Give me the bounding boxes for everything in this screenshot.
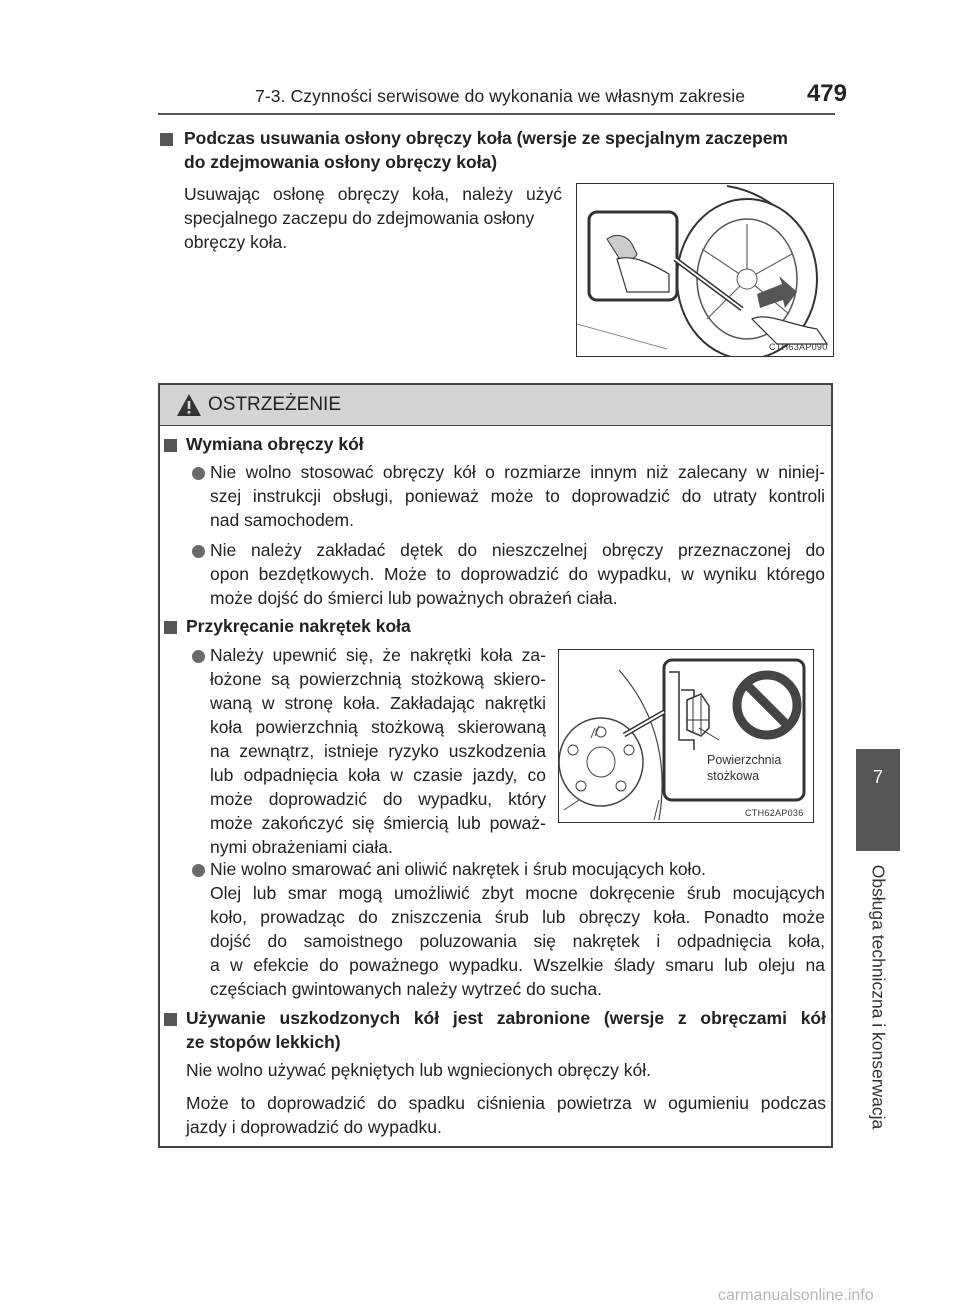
sub1-bullet1 xyxy=(210,460,825,532)
text-line: jazdy i doprowadzić do wypadku. xyxy=(186,1117,442,1137)
subsection-marker xyxy=(164,1013,177,1026)
sub1-heading: Wymiana obręczy kół xyxy=(186,434,364,454)
text-line: Nie wolno smarować ani oliwić nakrętek i śrub mocujących koło. xyxy=(210,859,707,879)
bullet-dot xyxy=(192,650,205,663)
text-line: koło, prowadząc do zniszczenia śrub lub obręczy koła. Ponadto może xyxy=(210,907,825,927)
section1-heading-line: Podczas usuwania osłony obręczy koła (wersje ze specjalnym zaczepem xyxy=(184,128,788,148)
text-line: nymi obrażeniami ciała. xyxy=(210,837,393,857)
wheel-nut xyxy=(687,694,709,736)
ground-line xyxy=(654,800,659,820)
heading-line: ze stopów lekkich) xyxy=(186,1032,341,1052)
warning-header xyxy=(160,385,831,426)
text-line: nad samochodem. xyxy=(210,510,354,530)
text-line: łożone są powierzchnią stożkową skiero- xyxy=(210,669,546,689)
page-header xyxy=(243,80,863,112)
subsection-marker xyxy=(164,621,177,634)
text-line: a w efekcie do poważnego wypadku. Wszelkie ślady smaru lub oleju na xyxy=(210,955,825,975)
sub3-para2 xyxy=(186,1091,826,1139)
text-line: Należy upewnić się, że nakrętki koła za- xyxy=(210,645,546,665)
text-line: może doprowadzić do wypadku, który xyxy=(210,789,546,809)
chapter-tab xyxy=(856,749,900,851)
body-line: obręczy koła. xyxy=(184,232,288,252)
bullet-dot xyxy=(192,864,205,877)
heading-line: Używanie uszkodzonych kół jest zabronione (wersje z obręczami kół xyxy=(186,1008,826,1028)
hub-center xyxy=(587,747,615,777)
wheel-nut-illustration xyxy=(558,649,814,823)
warning-icon xyxy=(176,393,202,417)
section1-heading xyxy=(184,126,834,174)
text-line: Nie należy zakładać dętek do nieszczelnej obręczy przeznaczonej do xyxy=(210,540,825,560)
zoom-leader-inner xyxy=(624,712,664,735)
watermark: carmanualsonline.info xyxy=(718,1287,874,1304)
body-line-stroke xyxy=(577,324,667,349)
text-line: opon bezdętkowych. Może to doprowadzić do wypadku, w wyniku którego xyxy=(210,564,825,584)
cone-surface-label xyxy=(707,752,781,784)
figure-code: CTH62AP036 xyxy=(745,808,804,818)
page-number: 479 xyxy=(806,80,847,107)
section1-body xyxy=(184,182,562,254)
chapter-label: Obsługa techniczna i konserwacja xyxy=(868,864,889,1130)
label-line: Powierzchnia xyxy=(707,753,782,767)
warning-title: OSTRZEŻENIE xyxy=(208,394,342,415)
chapter-number: 7 xyxy=(872,767,883,787)
text-line: na zewnątrz, istnieje ryzyko uszkodzenia xyxy=(210,741,546,761)
text-line: Może to doprowadzić do spadku ciśnienia powietrza w ogumieniu podczas xyxy=(186,1093,826,1113)
hub xyxy=(737,269,757,289)
text-line: koła powierzchnią stożkową skierowaną xyxy=(210,717,546,737)
sub2-bullet2 xyxy=(210,857,825,1001)
warning-box xyxy=(158,383,833,1148)
text-line: dojść do samoistnego poluzowania się nakrętek i odpadnięcia koła, xyxy=(210,931,825,951)
figure-code: CTH63AP090 xyxy=(769,342,828,352)
body-line: Usuwając osłonę obręczy koła, należy użyć xyxy=(184,184,562,204)
text-line: lub odpadnięcia koła w czasie jazdy, co xyxy=(210,765,546,785)
sub2-bullet1 xyxy=(210,643,546,859)
sub3-heading xyxy=(186,1006,826,1054)
bullet-dot xyxy=(192,545,205,558)
text-line: częściach gwintowanych należy wytrzeć do sucha. xyxy=(210,979,602,999)
wheel-nut-drawing xyxy=(559,650,813,822)
chapter-label-wrap xyxy=(866,857,890,1137)
subsection-marker xyxy=(164,439,177,452)
ground-line xyxy=(564,800,579,810)
sub2-heading: Przykręcanie nakrętek koła xyxy=(186,616,411,636)
header-title: 7-3. Czynności serwisowe do wykonania we własnym zakresie xyxy=(255,86,746,106)
text-line: szej instrukcji obsługi, ponieważ może to doprowadzić do utraty kontroli xyxy=(210,486,825,506)
text-line: waną w stronę koła. Zakładając nakrętki xyxy=(210,693,546,713)
sub1-bullet2 xyxy=(210,538,825,610)
body-line: specjalnego zaczepu do zdejmowania osłony xyxy=(184,208,535,228)
text-line: Nie wolno stosować obręczy kół o rozmiarze innym niż zalecany w niniej- xyxy=(210,462,825,482)
text-line: może zakończyć się śmiercią lub poważ- xyxy=(210,813,546,833)
text-line: może dojść do śmierci lub poważnych obrażeń ciała. xyxy=(210,588,618,608)
text-line: Olej lub smar mogą umożliwić zbyt mocne dokręcenie śrub mocujących xyxy=(210,883,825,903)
bullet-dot xyxy=(192,467,205,480)
label-line: stożkowa xyxy=(707,769,760,783)
sub3-para1: Nie wolno używać pękniętych lub wgniecionych obręczy kół. xyxy=(186,1060,651,1080)
wheel-cover-drawing xyxy=(577,184,833,356)
header-rule xyxy=(158,113,835,115)
wheel-cover-illustration xyxy=(576,183,834,357)
section1-heading-line: do zdejmowania osłony obręczy koła) xyxy=(184,152,498,172)
section-marker xyxy=(160,133,173,146)
